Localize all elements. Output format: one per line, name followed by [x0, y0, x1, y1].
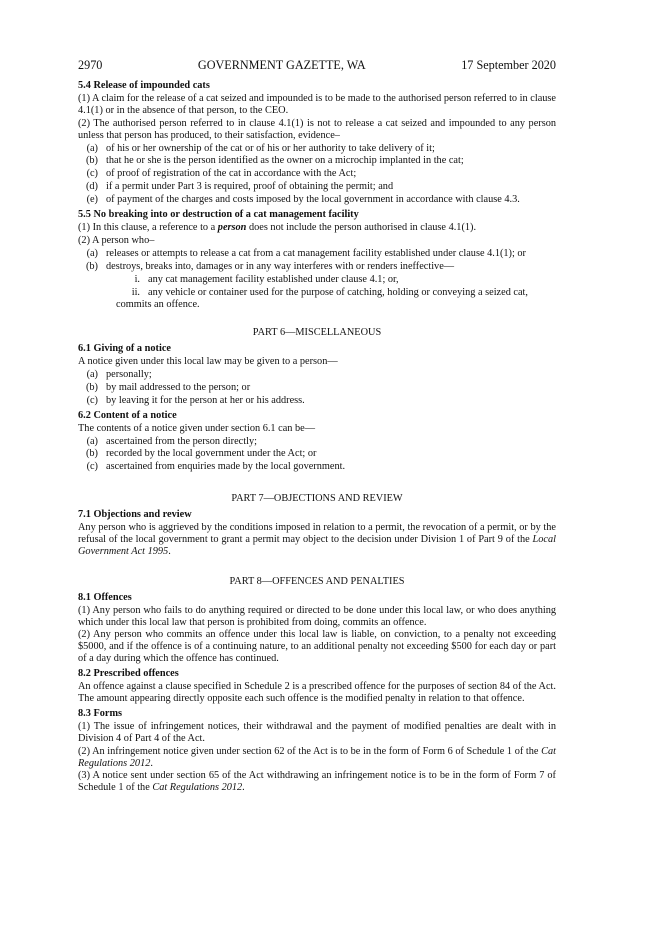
list-item: (a) of his or her ownership of the cat or of his or her authority to take delivery of it; [86, 142, 435, 154]
list-item: (c) ascertained from enquiries made by the local government. [86, 461, 346, 473]
section-5-5-closing: commits an offence. [116, 299, 200, 311]
section-heading-5-4: 5.4 Release of impounded cats [78, 80, 210, 91]
list-item: (c) by leaving it for the person at her or his address. [86, 394, 305, 406]
regulation-title: Cat Regulations 2012 [152, 782, 243, 794]
gazette-date: 17 September 2020 [461, 58, 556, 72]
section-5-5-para-2: (2) A person who– [78, 234, 155, 246]
section-8-2-text: An offence against a clause specified in Schedule 2 is a prescribed offence for the purposes of section 84 of the Act. The amount appearing directly opposite each such offence is the modified penalty in relation to that offence. [78, 681, 556, 704]
regulation-title: Cat Regulations 2012 [78, 745, 556, 769]
section-heading-5-5: 5.5 No breaking into or destruction of a cat management facility [78, 209, 359, 221]
section-8-3-para-3: (3) A notice sent under section 65 of the Act withdrawing an infringement notice is to be in the form of Form 7 of Schedule 1 of the Cat Regulations 2012. [78, 770, 556, 794]
section-8-3-para-2: (2) An infringement notice given under section 62 of the Act is to be in the form of Form 6 of Schedule 1 of the Cat Regulations 2012. [78, 745, 556, 769]
gazette-page [78, 58, 556, 794]
list-item: (b) destroys, breaks into, damages or in any way interferes with or renders ineffective— [85, 260, 455, 272]
section-heading-8-2: 8.2 Prescribed offences [78, 668, 179, 680]
section-heading-8-3: 8.3 Forms [78, 707, 123, 719]
list-item: (b) by mail addressed to the person; or [85, 381, 251, 393]
section-5-4-para-1: (1) A claim for the release of a cat seized and impounded is to be made to the authorised person referred to in clause 4.1(1) or in the absence of that person, to the CEO. [78, 92, 556, 116]
gazette-title: GOVERNMENT GAZETTE, WA [197, 58, 366, 72]
part-6-title: PART 6—MISCELLANEOUS [252, 327, 382, 339]
section-heading-7-1: 7.1 Objections and review [78, 509, 192, 521]
sub-list-item: i. any cat management facility established under clause 4.1; or, [134, 273, 399, 285]
page-number: 2970 [78, 58, 103, 72]
section-5-5-para-1: (1) In this clause, a reference to a person does not include the person authorised in clause 4.1(1). [78, 221, 477, 233]
section-6-2-intro: The contents of a notice given under section 6.1 can be— [78, 422, 316, 434]
section-heading-8-1: 8.1 Offences [78, 591, 132, 603]
list-item: (a) personally; [86, 369, 152, 381]
section-8-1-para-2: (2) Any person who commits an offence under this local law is liable, on conviction, to a penalty not exceeding $5000, and if the offence is of a continuing nature, to an additional penalty not exceeding $500 for each day or part of a day during which the offence has continued. [78, 629, 556, 665]
list-item: (d) if a permit under Part 3 is required, proof of obtaining the permit; and [85, 181, 394, 193]
section-8-3-para-1: (1) The issue of infringement notices, their withdrawal and the payment of modified penalties are dealt with in Division 4 of Part 4 of the Act. [78, 720, 556, 744]
act-title: Local Government Act 1995 [78, 534, 556, 557]
list-item: (a) ascertained from the person directly; [86, 435, 257, 447]
section-heading-6-2: 6.2 Content of a notice [78, 409, 177, 421]
sub-list-item: ii. any vehicle or container used for the purpose of catching, holding or conveying a seized cat, [131, 286, 528, 298]
part-8-title: PART 8—OFFENCES AND PENALTIES [229, 575, 405, 587]
section-7-1-text: Any person who is aggrieved by the conditions imposed in relation to a permit, the revocation of a permit, or by the refusal of the local government to grant a permit may object to the decision under Division 1 of Part 9 of the Local Government Act 1995. [78, 522, 556, 557]
section-5-4-para-2: (2) The authorised person referred to in clause 4.1(1) is not to release a cat seized and impounded to any person unless that person has produced, to their satisfaction, evidence– [78, 117, 556, 141]
list-item: (c) of proof of registration of the cat in accordance with the Act; [86, 168, 357, 180]
list-item: (a) releases or attempts to release a cat from a cat management facility established under clause 4.1(1); or [86, 247, 526, 259]
section-6-1-intro: A notice given under this local law may be given to a person— [78, 356, 338, 368]
part-7-title: PART 7—OBJECTIONS AND REVIEW [231, 493, 403, 505]
section-8-1-para-1: (1) Any person who fails to do anything required or directed to be done under this local law, or who does anything which under this local law that person is prohibited from doing, commits an offence. [78, 604, 556, 628]
defined-term: person [217, 221, 247, 233]
section-heading-6-1: 6.1 Giving of a notice [78, 343, 171, 355]
page-header [78, 58, 556, 72]
list-item: (e) of payment of the charges and costs imposed by the local government in accordance with clause 4.3. [86, 194, 520, 206]
list-item: (b) that he or she is the person identified as the owner on a microchip implanted in the cat; [85, 155, 464, 167]
list-item: (b) recorded by the local government under the Act; or [85, 448, 317, 460]
